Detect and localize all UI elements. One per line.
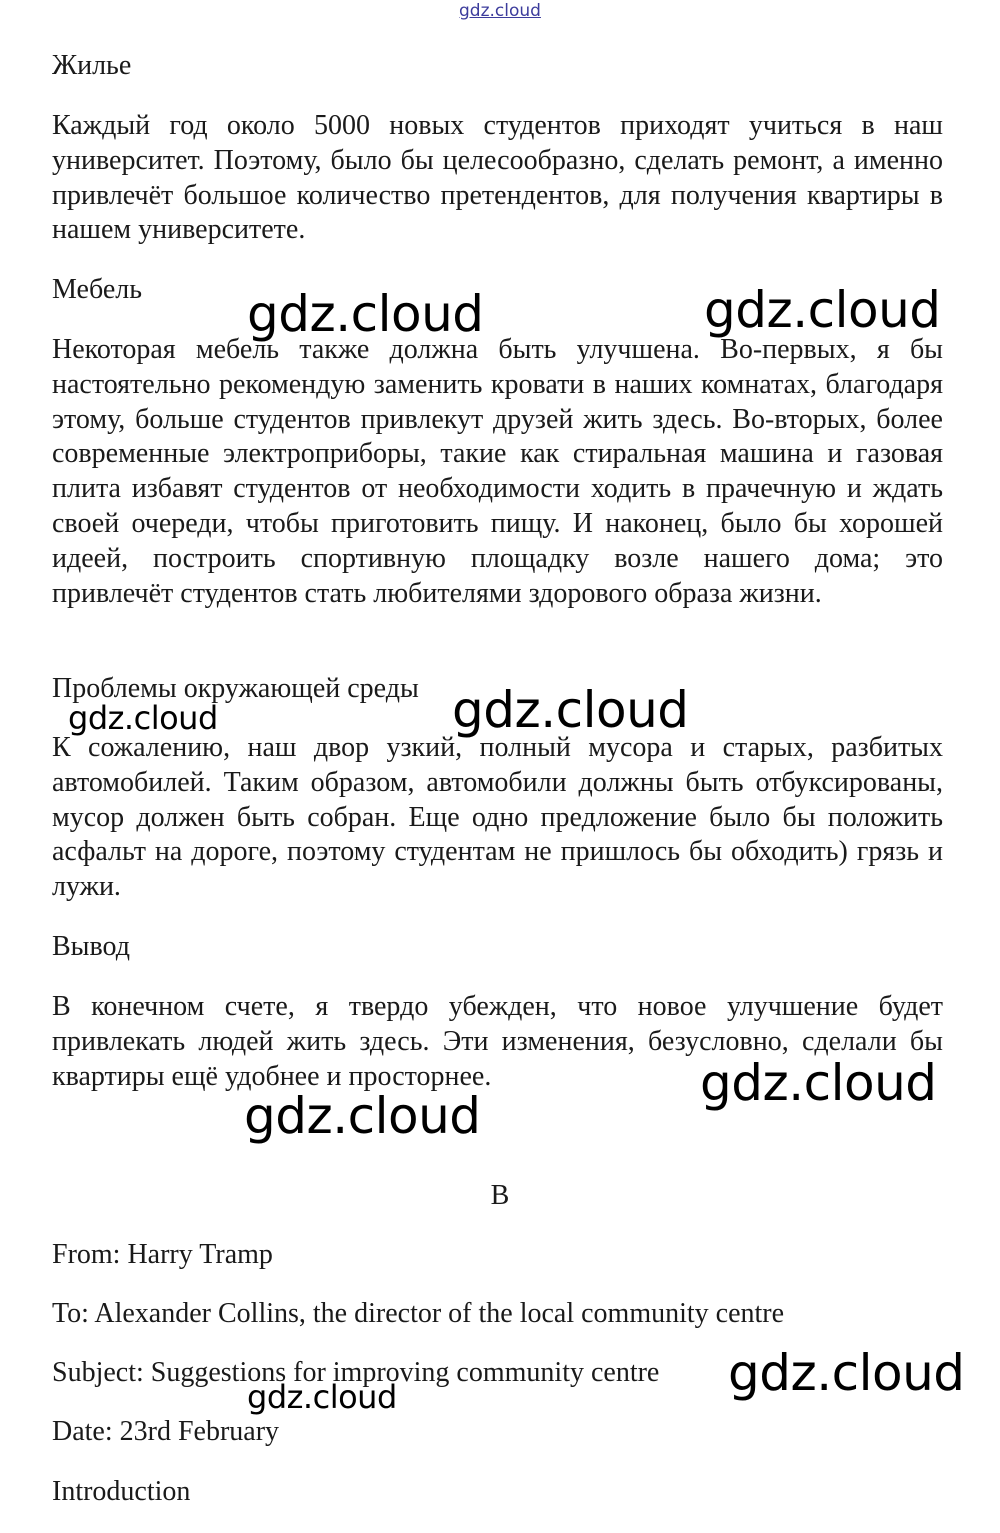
watermark: gdz.cloud (700, 1054, 937, 1112)
watermark: gdz.cloud (704, 281, 941, 339)
heading-conclusion: Вывод (52, 931, 130, 962)
part-letter: B (490, 1180, 510, 1211)
watermark: gdz.cloud (247, 1378, 397, 1416)
letter-to: To: Alexander Collins, the director of the local community centre (52, 1298, 785, 1329)
heading-housing: Жилье (52, 50, 132, 81)
paragraph-environment: К сожалению, наш двор узкий, полный мусора и старых, разбитых автомобилей. Таким образом, автомобили должны быть отбуксированы, мусор должен быть собран. Еще одно предложение было бы положить асфальт на дороге, поэтому студентам не пришлось бы обходить) грязь и лужи. (52, 732, 943, 903)
paragraph-furniture: Некоторая мебель также должна быть улучшена. Во-первых, я бы настоятельно рекомендую заменить кровати в наших комнатах, благодаря этому, больше студентов привлекут друзей жить здесь. Во-вторых, более современные электроприборы, такие как стиральная машина и газовая плита избавят студентов от необходимости ходить в прачечную и ждать своей очереди, чтобы приготовить пищу. И наконец, было бы хорошей идеей, построить спортивную площадку возле нашего дома; это привлечёт студентов стать любителями здорового образа жизни. (52, 334, 943, 609)
watermark: gdz.cloud (68, 699, 218, 737)
top-watermark-link: gdz.cloud (459, 1, 541, 21)
heading-furniture: Мебель (52, 274, 143, 305)
letter-subject: Subject: Suggestions for improving community centre (52, 1357, 660, 1388)
letter-introduction: Introduction (52, 1476, 191, 1507)
paragraph-conclusion: В конечном счете, я твердо убежден, что новое улучшение будет привлекать людей жить здесь. Эти изменения, безусловно, сделали бы квартиры ещё удобнее и просторнее. (52, 991, 943, 1092)
watermark: gdz.cloud (247, 285, 484, 343)
letter-date: Date: 23rd February (52, 1416, 280, 1447)
watermark: gdz.cloud (728, 1344, 965, 1402)
heading-environment: Проблемы окружающей среды (52, 673, 419, 704)
letter-from: From: Harry Tramp (52, 1239, 273, 1270)
paragraph-housing: Каждый год около 5000 новых студентов приходят учиться в наш университет. Поэтому, было бы целесообразно, сделать ремонт, а именно привлечёт большое количество претендентов, для получения квартиры в нашем университете. (52, 110, 943, 246)
watermark: gdz.cloud (244, 1087, 481, 1145)
watermark: gdz.cloud (452, 681, 689, 739)
